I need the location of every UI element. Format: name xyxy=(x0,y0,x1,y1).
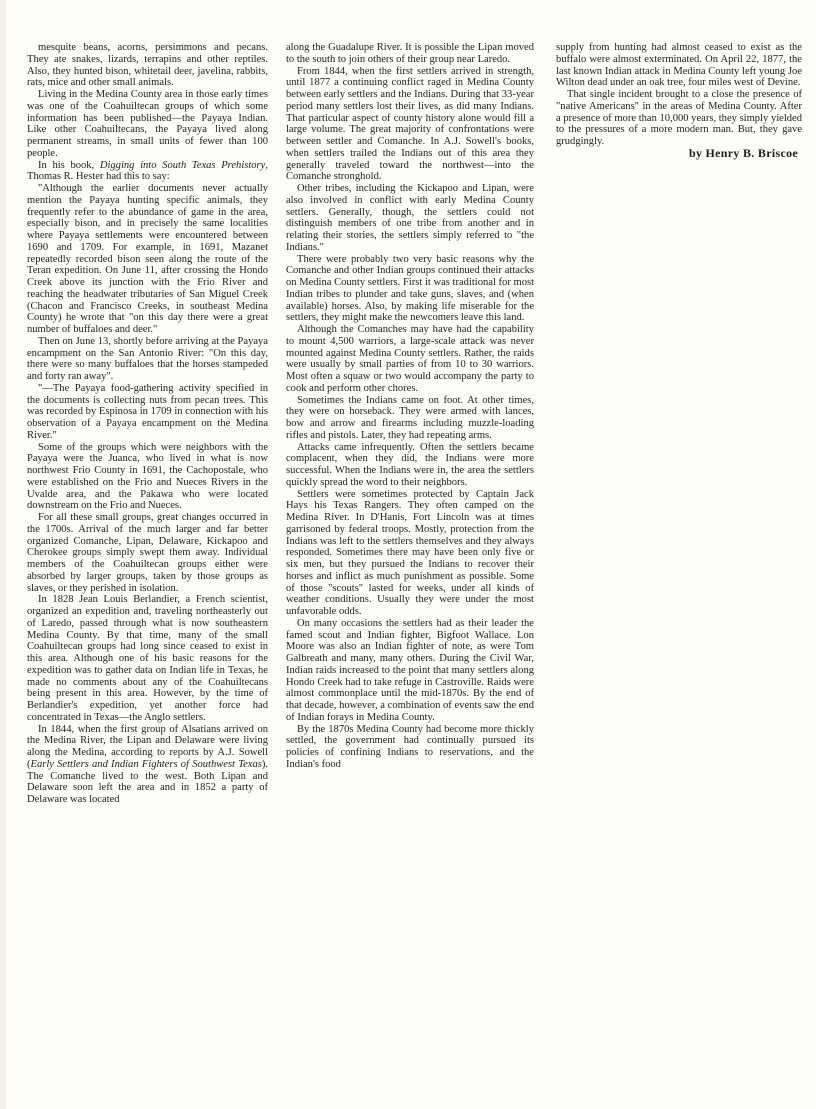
column-3 xyxy=(556,42,802,160)
paragraph xyxy=(27,383,268,442)
paragraph xyxy=(27,512,268,594)
paragraph-text: Then on June 13, shortly before arriving at the Payaya encampment on the San Antonio River: "On this day, there were so many buffaloes that the horses stampeded and forty ran away". xyxy=(27,335,268,382)
paragraph xyxy=(286,66,534,184)
paragraph-text: ). The Comanche lived to the west. Both Lipan and Delaware soon left the area and in 1852 a party of Delaware was located xyxy=(27,758,268,805)
paragraph-text: For all these small groups, great changes occurred in the 1700s. Arrival of the much larger and far better organized Comanche, Lipan, Delaware, Kickapoo and Cherokee groups simply swept them away. Individual members of the Coahuiltecan groups either were absorbed by larger groups, taken by those groups as slaves, or they perished in isolation. xyxy=(27,512,268,594)
paragraph xyxy=(286,618,534,724)
paragraph xyxy=(27,160,268,184)
paragraph-text: , Thomas R. Hester had this to say: xyxy=(27,159,268,183)
paragraph xyxy=(27,724,268,806)
paragraph xyxy=(27,594,268,723)
paragraph-text: That single incident brought to a close the presence of "native Americans" in the areas of Medina County. After a presence of more than 10,000 years, they simply yielded to the pressures of a more modern man. But, they gave grudgingly. xyxy=(556,89,802,147)
column-1 xyxy=(27,42,268,806)
paragraph xyxy=(27,442,268,513)
paragraph-text: By the 1870s Medina County had become more thickly settled, the government had continually pursued its policies of confining Indians to reservations, and the Indian's food xyxy=(286,723,534,770)
paragraph xyxy=(556,89,802,148)
paragraph-text: "Although the earlier documents never actually mention the Payaya hunting specific animals, they frequently refer to the abundance of game in the area, especially bison, and in precisely the same localities where Payaya settlements were encountered between 1690 and 1709. For example, in 1691, Mazanet repeatedly recorded bison seen along the route of the Teran expedition. On June 11, after crossing the Hondo Creek above its junction with the Frio River and reaching the headwater tributaries of San Miguel Creek (Chacon and Francisco Creeks, in southeast Medina County) he wrote that "on this day there were a great number of buffaloes and deer." xyxy=(27,183,268,335)
book-title: Digging into South Texas Prehistory xyxy=(99,159,266,171)
paragraph-text: Although the Comanches may have had the capability to mount 4,500 warriors, a large-scale attack was never mounted against Medina County settlers. Rather, the raids were usually by small parties of from 10 to 30 warriors. Most often a squaw or two would accompany the party to cook and perform other chores. xyxy=(286,324,534,394)
paragraph xyxy=(286,442,534,489)
paragraph-text: From 1844, when the first settlers arrived in strength, until 1877 a continuing conflict raged in Medina County between early settlers and the Indians. During that 33-year period many settlers lost their lives, as did many Indians. That particular aspect of county history alone would fill a large volume. The great majority of confrontations were between settler and Comanche. In A.J. Sowell's books, when settlers trailed the Indians out of this area they generally traveled toward the northwest—into the Comanche stronghold. xyxy=(286,65,534,183)
paragraph-text: In 1828 Jean Louis Berlandier, a French scientist, organized an expedition and, traveling northeasterly out of Laredo, passed through what is now southeastern Medina County. By that time, many of the small Coahuiltecan groups had long since ceased to exist in this area. Although one of his basic reasons for the expedition was to gather data on Indian life in Texas, he made no comments about any of the Coahuiltecans being present in this area. However, by the time of Berlandier's expedition, yet another force had concentrated in Texas—the Anglo settlers. xyxy=(27,594,268,723)
paragraph xyxy=(286,395,534,442)
paragraph xyxy=(27,89,268,160)
paragraph-text: Living in the Medina County area in those early times was one of the Coahuiltecan groups of which some information has been published—the Payaya Indian. Like other Coahuiltecans, the Payaya lived along permanent streams, in small units of fewer than 100 people. xyxy=(27,89,268,159)
paragraph-text: mesquite beans, acorns, persimmons and pecans. They ate snakes, lizards, terrapins and other reptiles. Also, they hunted bison, whitetail deer, javelina, rabbits, rats, mice and other small animals. xyxy=(27,42,268,89)
paragraph-text: Settlers were sometimes protected by Captain Jack Hays his Texas Rangers. They often camped on the Medina River. In D'Hanis, Fort Lincoln was at times garrisoned by federal troops. Mostly, protection from the Indians was left to the settlers themselves and they always responded. Sometimes there may have been only five or six men, but they pursued the Indians to recover their horses and inflict as much punishment as possible. Some of those "scouts" lasted for weeks, under all kinds of weather conditions. Usually they were under the most unfavorable odds. xyxy=(286,488,534,617)
paragraph-text: On many occasions the settlers had as their leader the famed scout and Indian fighter, Bigfoot Wallace. Lon Moore was also an Indian fighter of note, as were Tom Galbreath and many, many others. During the Civil War, Indian raids increased to the point that many settlers along Hondo Creek had to take refuge in Castroville. Raids were almost commonplace until the mid-1870s. By the end of that decade, however, a combination of events saw the end of Indian forays in Medina County. xyxy=(286,617,534,723)
paragraph-text: There were probably two very basic reasons why the Comanche and other Indian groups continued their attacks on Medina County settlers. First it was traditional for most Indian tribes to plunder and take guns, slaves, and (when available) horses. Also, by making life miserable for the settlers, they might make the newcomers leave this land. xyxy=(286,253,534,324)
paragraph xyxy=(286,42,534,66)
paragraph-text: Sometimes the Indians came on foot. At other times, they were on horseback. They were armed with lances, bow and arrow and firearms including muzzle-loading rifles and pistols. Later, they had repeating arms. xyxy=(286,394,534,441)
book-title: Early Settlers and Indian Fighters of Southwest Texas xyxy=(30,758,262,770)
paragraph-text: Some of the groups which were neighbors with the Payaya were the Juanca, who lived in what is now northwest Frio County in 1691, the Cachopostale, who were established on the Frio and Nueces Rivers in the Uvalde area, and the Pakawa who were located downstream on the Frio and Nueces. xyxy=(27,441,268,512)
paragraph xyxy=(27,42,268,89)
paragraph-text: supply from hunting had almost ceased to exist as the buffalo were almost exterminated. On April 22, 1877, the last known Indian attack in Medina County left young Joe Wilton dead under an oak tree, four miles west of Devine. xyxy=(556,42,802,89)
author-byline: by Henry B. Briscoe xyxy=(688,145,798,160)
paragraph-text: In his book, xyxy=(38,159,100,171)
paragraph xyxy=(286,489,534,618)
paragraph xyxy=(27,183,268,336)
paragraph xyxy=(286,254,534,325)
paragraph-text: In 1844, when the first group of Alsatians arrived on the Medina River, the Lipan and Delaware were living along the Medina, according to reports by A.J. Sowell ( xyxy=(27,723,268,770)
paragraph xyxy=(556,42,802,89)
paragraph xyxy=(27,336,268,383)
column-2 xyxy=(286,42,534,771)
paragraph xyxy=(286,724,534,771)
paragraph-text: along the Guadalupe River. It is possible the Lipan moved to the south to join others of their group near Laredo. xyxy=(286,42,534,65)
paragraph xyxy=(286,324,534,395)
paragraph-text: Other tribes, including the Kickapoo and Lipan, were also involved in conflict with early Medina County settlers. Generally, though, the settlers could not distinguish members of one tribe from another and in relating their stories, the settlers simply referred to "the Indians." xyxy=(286,183,534,253)
page-edge xyxy=(0,0,6,1109)
paragraph xyxy=(286,183,534,254)
paragraph-text: "—The Payaya food-gathering activity specified in the documents is collecting nuts from pecan trees. This was recorded by Espinosa in 1709 in connection with his observation of a Payaya encampment on the Medina River." xyxy=(27,382,268,441)
paragraph-text: Attacks came infrequently. Often the settlers became complacent, when they did, the Indians were more successful. When the Indians were in, the area the settlers quickly spread the word to their neighbors. xyxy=(286,441,534,488)
